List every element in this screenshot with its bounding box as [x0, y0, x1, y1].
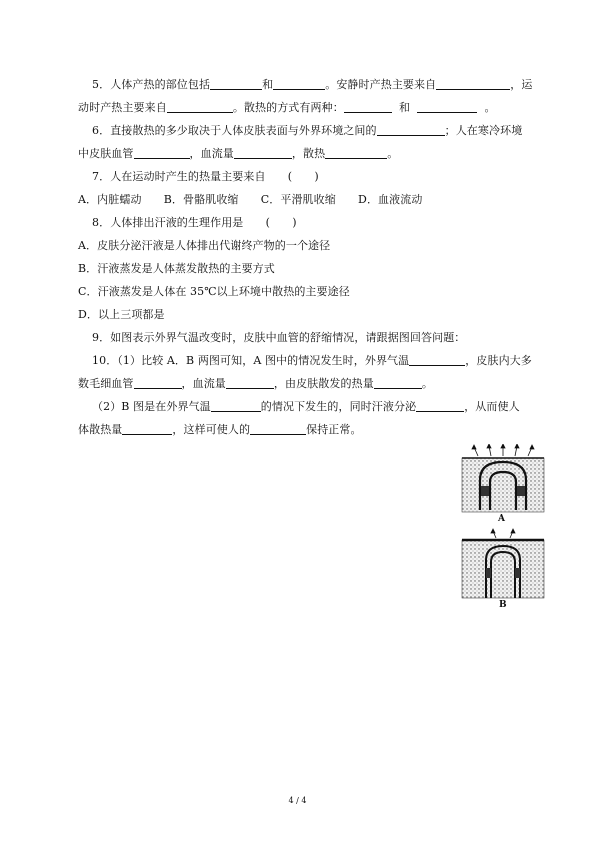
blank [417, 101, 477, 113]
blank [377, 124, 445, 136]
q8-option-d: D．以上三项都是 [78, 308, 165, 321]
q6-line1 [92, 124, 522, 138]
blank [344, 101, 392, 113]
skin-vessel-diagram-a [458, 444, 548, 514]
q7-stem: 7．人在运动时产生的热量主要来自 ( ) [92, 170, 319, 183]
figure-b-label: B [499, 600, 507, 610]
q10-text: 保持正常。 [306, 423, 362, 436]
q5-text: 动时产热主要来自 [78, 101, 167, 114]
q5-line2 [78, 101, 496, 115]
q9-text: 9．如图表示外界气温改变时，皮肤中血管的舒缩情况，请跟据图回答问题： [92, 331, 466, 344]
q10-line2 [78, 377, 433, 391]
blank [234, 147, 292, 159]
blank [134, 147, 190, 159]
q8-option-a: A．皮肤分泌汗液是人体排出代谢终产物的一个途径 [78, 239, 331, 252]
q10-text: ，皮肤内大多 [465, 354, 532, 367]
q5-text: ，运 [510, 78, 533, 91]
q10-text: ，血流量 [181, 377, 226, 390]
q10-text: ，这样可使人的 [172, 423, 251, 436]
q10-text: ，从而使人 [464, 400, 520, 413]
blank [210, 78, 262, 90]
q5-text: 5．人体产热的部位包括 [92, 78, 211, 91]
figure-a-label: A [498, 514, 505, 524]
q10-line3 [92, 400, 520, 414]
blank [250, 423, 306, 435]
q10-line4 [78, 423, 362, 437]
blank [167, 101, 233, 113]
blank [226, 377, 274, 389]
figure-a [458, 444, 548, 528]
q10-text: 数毛细血管 [78, 377, 134, 390]
blank [273, 78, 325, 90]
q6-text: 中皮肤血管 [78, 147, 134, 160]
q10-line1 [92, 354, 532, 368]
q8-stem: 8．人体排出汗液的生理作用是 ( ) [92, 216, 297, 229]
figure-b [458, 528, 548, 614]
q6-line2 [78, 147, 398, 161]
q8-option-b: B．汗液蒸发是人体蒸发散热的主要方式 [78, 262, 275, 275]
q10-text: 10．（1）比较 A．B 两图可知，A 图中的情况发生时，外界气温 [92, 354, 410, 367]
q10-text: 体散热量 [78, 423, 123, 436]
blank [436, 78, 510, 90]
q8-option-c: C．汗液蒸发是人体在 35℃以上环境中散热的主要途径 [78, 285, 350, 298]
blank [374, 377, 422, 389]
q6-text: ，血流量 [189, 147, 234, 160]
q5-text: 和 [262, 78, 274, 91]
blank [122, 423, 172, 435]
q10-text: ，由皮肤散发的热量 [273, 377, 374, 390]
q10-text: 。 [421, 377, 433, 390]
blank [134, 377, 182, 389]
blank [325, 147, 387, 159]
q10-text: 的情况下发生的，同时汗液分泌 [260, 400, 417, 413]
page-number: 4 / 4 [288, 796, 307, 805]
blank [409, 354, 465, 366]
blank [211, 400, 261, 412]
q6-text: ；人在寒冷环境 [444, 124, 523, 137]
q6-text: 。 [387, 147, 399, 160]
q10-text: （2）B 图是在外界气温 [92, 400, 211, 413]
q6-text: 6．直接散热的多少取决于人体皮肤表面与外界环境之间的 [92, 124, 377, 137]
q5-text: 。 [484, 101, 496, 114]
q6-text: ，散热 [291, 147, 326, 160]
q5-text: 。安静时产热主要来自 [325, 78, 437, 91]
q7-options: A．内脏蠕动 B．骨骼肌收缩 C．平滑肌收缩 D．血液流动 [78, 193, 423, 206]
skin-vessel-diagram-b [458, 528, 548, 600]
q5-text: 和 [399, 101, 411, 114]
blank [416, 400, 464, 412]
q5-text: 。散热的方式有两种： [232, 101, 344, 114]
q5-line1 [92, 78, 532, 92]
